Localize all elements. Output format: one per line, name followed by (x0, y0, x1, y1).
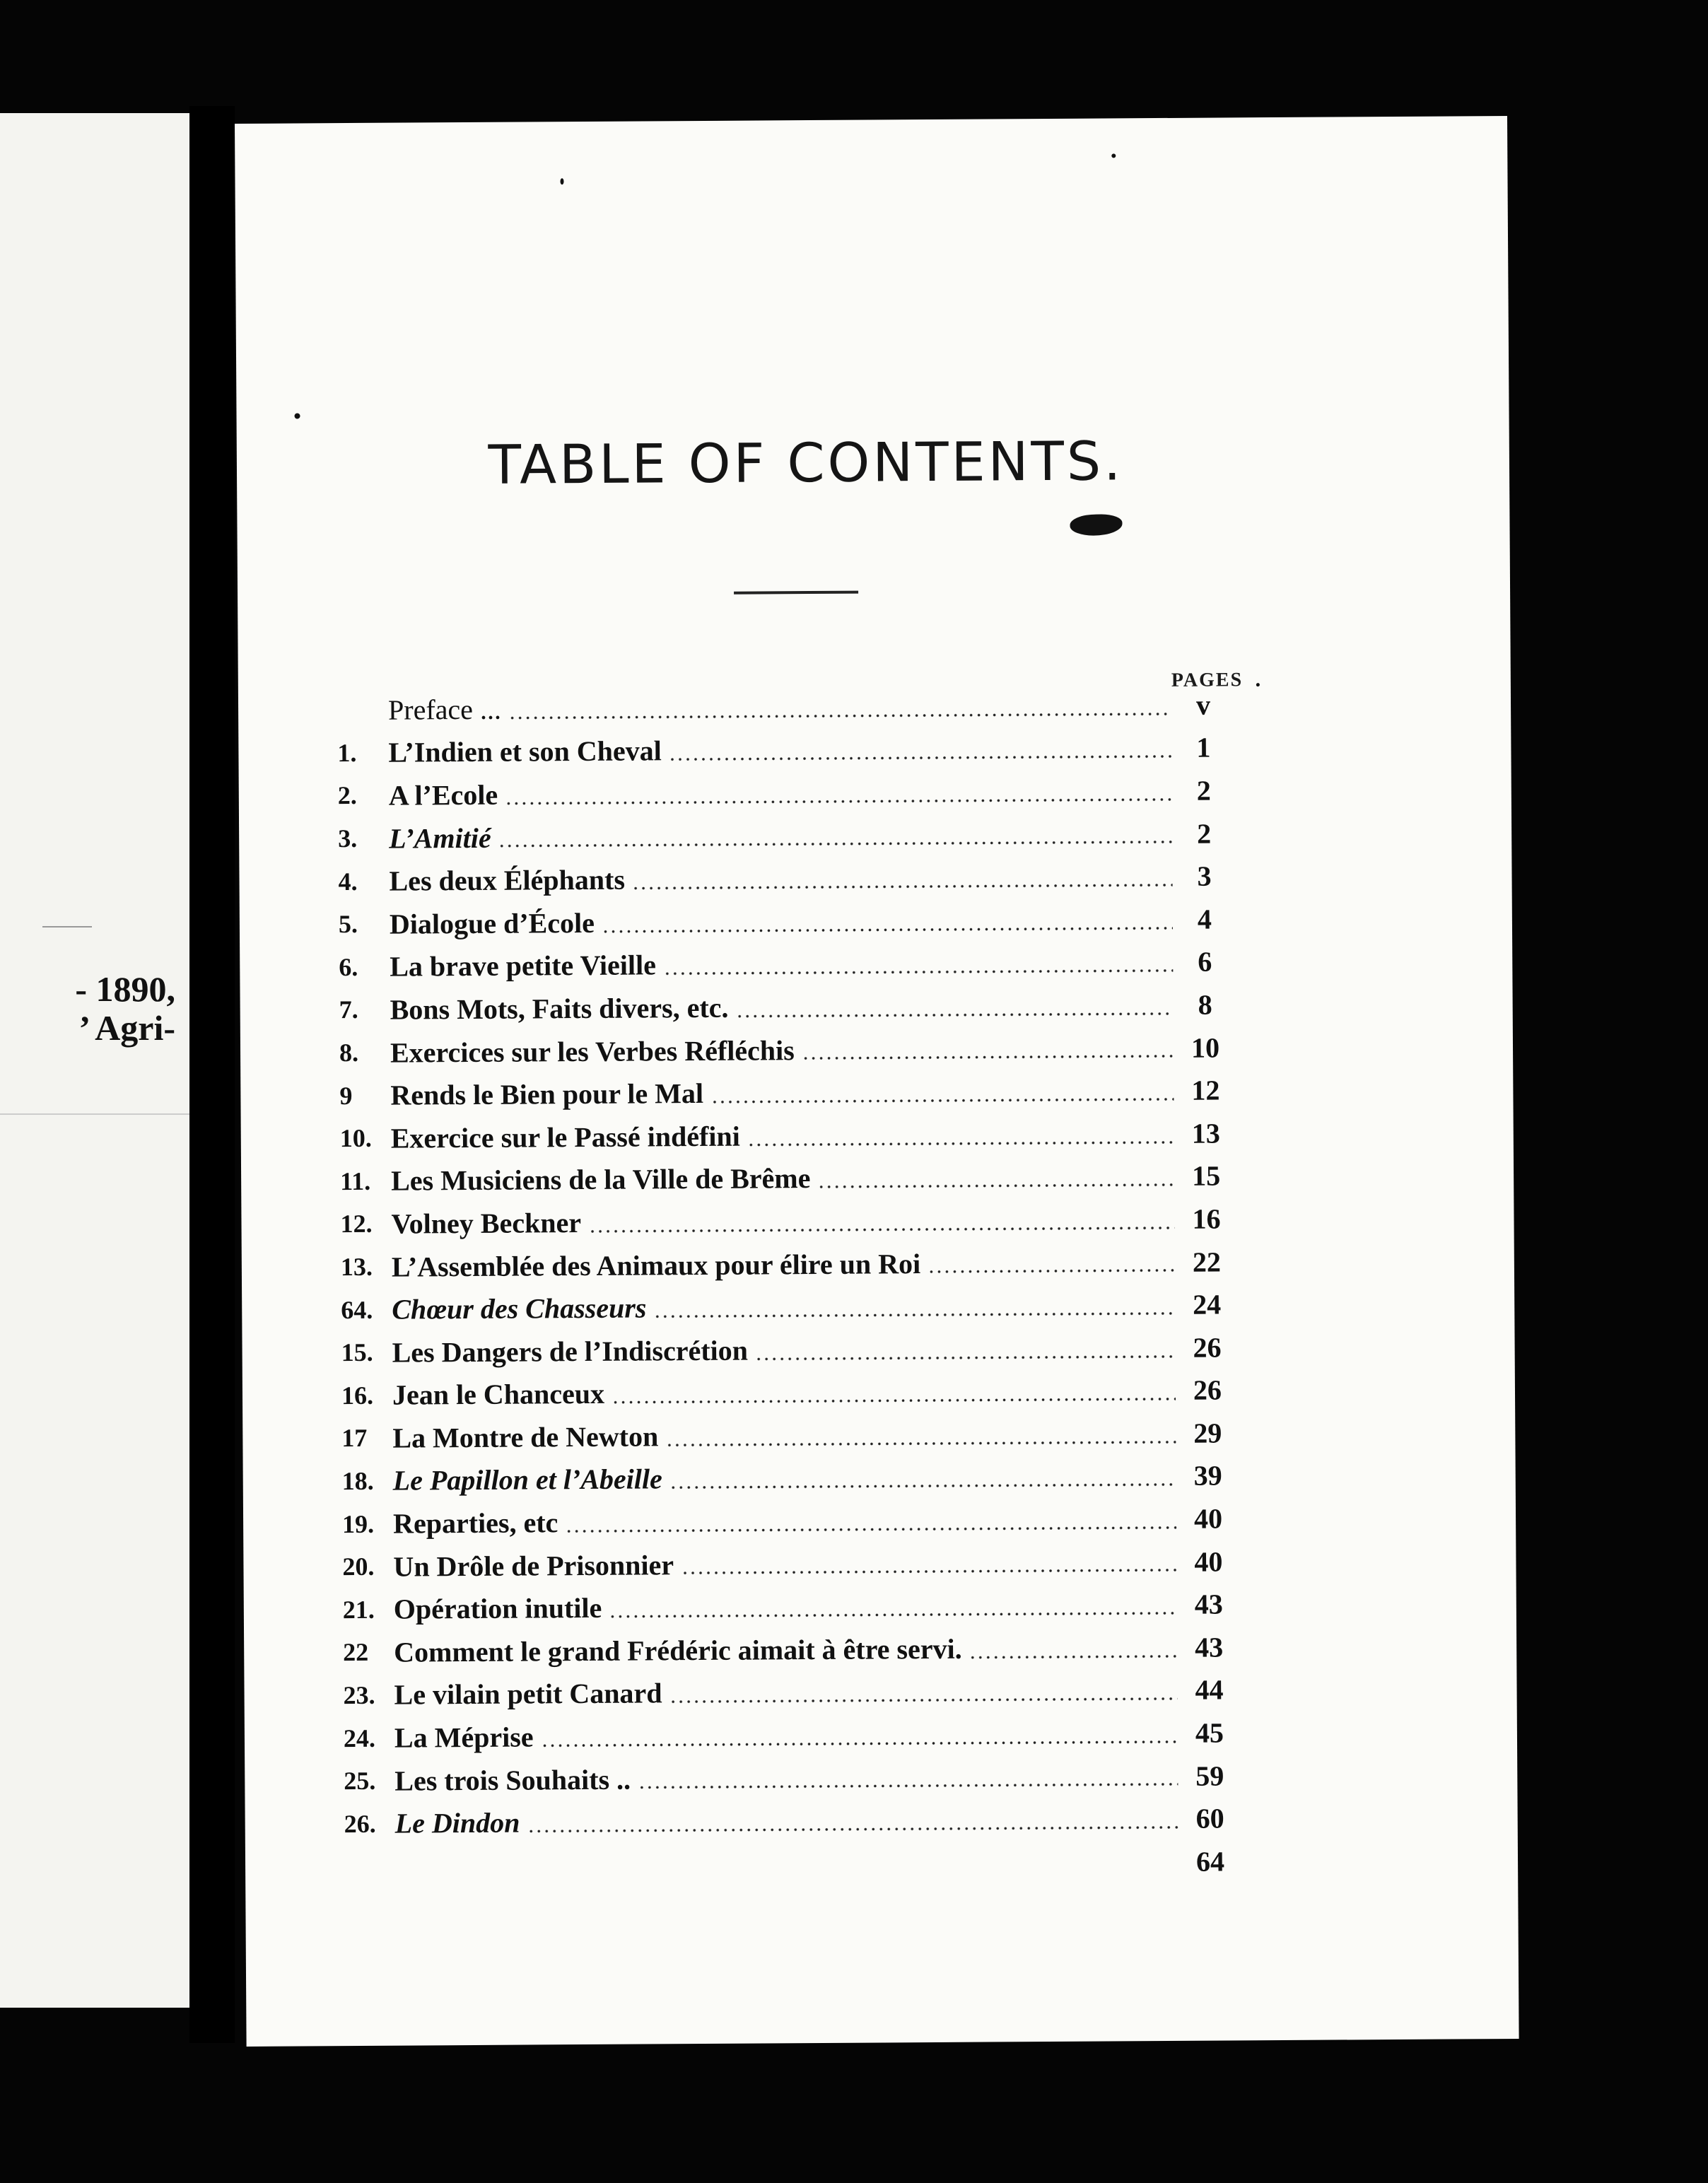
dot-leader (665, 1441, 1176, 1446)
divider (0, 1113, 189, 1115)
toc-entry-number: 15. (341, 1338, 373, 1367)
toc-entry-page: 29 (1193, 1417, 1222, 1449)
toc-entry-page: 10 (1191, 1031, 1220, 1064)
toc-entry-title: L’Assemblée des Animaux pour élire un Roi (391, 1247, 921, 1283)
toc-entry (339, 983, 1229, 1031)
toc-entry-number: 10. (339, 1124, 372, 1153)
toc-entry-page: v (1195, 689, 1211, 721)
toc-entry-title: Le Papillon et l’Abeille (392, 1463, 662, 1497)
toc-entry-page: 2 (1196, 774, 1211, 807)
toc-entry-number: 26. (344, 1809, 376, 1838)
toc-entry (337, 683, 1228, 731)
toc-entry-number: 64. (341, 1295, 373, 1324)
toc-entry-number: 22 (343, 1638, 369, 1667)
left-page-text-line-2: ’ Agri- (78, 1008, 175, 1048)
ink-speck (1256, 683, 1260, 686)
toc-entry-number: 8. (339, 1038, 359, 1067)
toc-entry-page: 1 (1196, 731, 1211, 764)
toc-entry-number: 21. (342, 1595, 375, 1624)
toc-entry-title: Les Musiciens de la Ville de Brême (391, 1162, 811, 1198)
toc-entry-number: 17 (341, 1424, 368, 1453)
toc-entry-page: 39 (1193, 1459, 1222, 1492)
toc-entry-number: 9 (339, 1081, 353, 1110)
toc-entry-number: 16. (341, 1381, 374, 1410)
ink-speck (295, 413, 300, 419)
toc-entry-title: L’Indien et son Cheval (388, 735, 662, 769)
toc-entry-number: 18. (341, 1466, 374, 1496)
toc-entry-title: Reparties, etc (392, 1506, 558, 1540)
dot-leader (755, 1354, 1176, 1360)
toc-entry-number: 24. (343, 1723, 376, 1752)
toc-entry-number: 7. (339, 995, 358, 1024)
toc-entry-page: 44 (1195, 1673, 1224, 1707)
dot-leader (663, 969, 1173, 975)
toc-entry-page: 59 (1195, 1760, 1224, 1792)
toc-entry-number: 23. (343, 1680, 375, 1710)
toc-entry-page: 43 (1194, 1588, 1223, 1621)
toc-entry (341, 1325, 1232, 1374)
toc-entry-page: 16 (1192, 1202, 1221, 1235)
toc-entry-title: Bons Mots, Faits divers, etc. (390, 991, 729, 1026)
toc-entry-title: Un Drôle de Prisonnier (393, 1548, 674, 1583)
dot-leader (928, 1269, 1175, 1273)
toc-entry (343, 1583, 1234, 1631)
toc-entry-number: 12. (340, 1210, 373, 1239)
dot-leader (653, 1312, 1175, 1318)
toc-entry-page: 2 (1197, 817, 1212, 850)
page-title: TABLE OF CONTENTS. (488, 429, 1124, 496)
toc-entry (340, 1154, 1231, 1202)
toc-entry-page: 43 (1195, 1631, 1224, 1663)
dot-leader (565, 1526, 1176, 1533)
dot-leader (669, 1483, 1176, 1489)
toc-entry-title: L’Amitié (389, 821, 491, 855)
ink-blot (1070, 514, 1122, 535)
toc-entry (344, 1839, 1235, 1888)
toc-entry (337, 726, 1228, 774)
dot-leader (541, 1740, 1178, 1748)
toc-entry (339, 1026, 1230, 1074)
toc-entry (338, 812, 1229, 860)
toc-entry-page: 45 (1195, 1716, 1224, 1749)
toc-entry-number: 1. (337, 738, 357, 768)
dot-leader (609, 1612, 1177, 1618)
toc-entry-page: 15 (1191, 1159, 1221, 1193)
toc-entry-page: 4 (1197, 903, 1212, 935)
toc-entry-title: Exercice sur le Passé indéfini (390, 1120, 740, 1154)
toc-entry-title: Jean le Chanceux (392, 1378, 605, 1411)
toc-entry-title: La brave petite Vieille (390, 949, 657, 983)
toc-entry-page: 6 (1198, 945, 1212, 978)
toc-entry-number: 2. (337, 781, 357, 810)
left-page (0, 113, 189, 2008)
toc-entry-number: 11. (340, 1166, 371, 1195)
dot-leader (736, 1012, 1174, 1018)
toc-entry-page: 3 (1197, 860, 1212, 892)
toc-entry (341, 1412, 1232, 1460)
toc-entry (338, 769, 1229, 817)
toc-entry (341, 1240, 1232, 1288)
toc-entry (344, 1797, 1235, 1845)
toc-entry (339, 940, 1229, 988)
dot-leader (710, 1098, 1174, 1104)
toc-entry (341, 1369, 1232, 1417)
ink-speck (560, 178, 563, 185)
toc-entry-page: 22 (1192, 1246, 1221, 1278)
dot-leader (969, 1655, 1178, 1659)
toc-entry-number: 6. (339, 952, 358, 981)
toc-entry-page: 64 (1195, 1845, 1225, 1878)
toc-entry-title: Opération inutile (393, 1592, 602, 1625)
toc-entry-page: 60 (1195, 1802, 1224, 1834)
right-page (235, 116, 1519, 2047)
toc-entry-number: 5. (338, 910, 358, 939)
toc-entry-title: Rends le Bien pour le Mal (390, 1077, 704, 1111)
toc-entry-page: 24 (1193, 1288, 1222, 1321)
toc-entry (339, 1069, 1230, 1117)
toc-entry (340, 1111, 1231, 1159)
toc-entry-title: Les Dangers de l’Indiscrétion (392, 1334, 749, 1369)
toc-entry (344, 1711, 1234, 1760)
toc-entry-page: 26 (1193, 1331, 1222, 1364)
toc-entry-page: 8 (1198, 988, 1212, 1021)
toc-entry-title: Les trois Souhaits .. (394, 1763, 631, 1797)
toc-entry-page: 26 (1193, 1374, 1222, 1407)
book-gutter (189, 106, 235, 2043)
toc-entry (344, 1754, 1234, 1802)
divider (42, 926, 92, 927)
pages-column-header: PAGES (1171, 669, 1244, 691)
toc-entry-number: 19. (341, 1509, 375, 1538)
dot-leader (612, 1398, 1176, 1404)
title-rule (734, 591, 858, 595)
toc-entry-number: 4. (338, 867, 358, 896)
dot-leader (498, 841, 1173, 848)
dot-leader (638, 1783, 1178, 1789)
dot-leader (527, 1826, 1178, 1833)
toc-entry-title: La Méprise (394, 1721, 534, 1754)
toc-entry-title: Preface ... (387, 693, 502, 726)
dot-leader (508, 713, 1171, 720)
dot-leader (681, 1569, 1176, 1574)
toc-entry-title: Comment le grand Frédéric aimait à être servi. (394, 1632, 962, 1668)
dot-leader (747, 1140, 1174, 1146)
toc-entry-number: 25. (344, 1766, 376, 1796)
dot-leader (669, 755, 1172, 761)
toc-entry-title: Le Dindon (394, 1806, 520, 1839)
toc-entry (338, 855, 1229, 903)
toc-entry-title: Volney Beckner (391, 1206, 582, 1240)
toc-entry-number: 20. (342, 1552, 375, 1581)
toc-entry-page: 40 (1193, 1502, 1223, 1535)
toc-entry-title: Exercices sur les Verbes Réfléchis (390, 1034, 795, 1069)
left-page-text-line-1: - 1890, (75, 969, 175, 1009)
toc-entry (342, 1540, 1233, 1588)
toc-entry-title: Dialogue d’École (389, 906, 595, 940)
toc-entry-title: Chœur des Chasseurs (392, 1292, 647, 1325)
toc-entry-page: 40 (1194, 1545, 1223, 1578)
dot-leader (505, 798, 1172, 805)
toc-entry (343, 1668, 1234, 1716)
toc-entry (343, 1625, 1234, 1673)
dot-leader (602, 926, 1173, 932)
toc-entry-number: 13. (340, 1252, 373, 1282)
ink-speck (1111, 153, 1116, 158)
table-of-contents (337, 683, 1235, 1888)
toc-entry-number: 3. (338, 824, 358, 853)
dot-leader (669, 1697, 1178, 1703)
toc-entry-title: La Montre de Newton (392, 1420, 659, 1454)
toc-entry-title: A l’Ecole (388, 778, 498, 812)
toc-entry (339, 897, 1229, 945)
toc-entry-page: 13 (1191, 1117, 1220, 1149)
dot-leader (817, 1183, 1174, 1188)
toc-entry (342, 1454, 1233, 1502)
dot-leader (802, 1055, 1174, 1060)
toc-entry-title: Le vilain petit Canard (394, 1677, 662, 1711)
dot-leader (588, 1227, 1174, 1233)
toc-entry (340, 1198, 1231, 1246)
dot-leader (632, 884, 1173, 890)
toc-entry (342, 1497, 1233, 1545)
toc-entry-title: Les deux Éléphants (389, 863, 626, 897)
toc-entry-page: 12 (1191, 1074, 1220, 1106)
toc-entry (341, 1283, 1232, 1331)
